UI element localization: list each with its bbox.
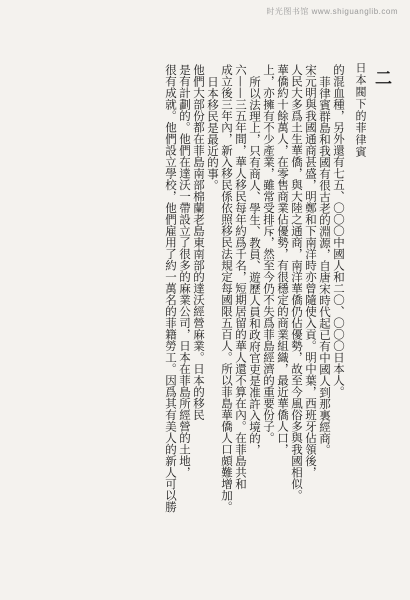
chapter-title: 日本閥下的菲律賓 [354, 62, 367, 158]
text-column: 成立後三年內，新入移民係依照移民法規定每國限五百人。所以菲島華僑人口頗難增加。 [220, 64, 234, 513]
text-column: 菲律賓群島和我國有很古老的淵源，自唐宋時代起已有中國人到那裏經商。 [318, 76, 332, 456]
text-column: 是有計劃的。他們在達沃一帶設立了很多的麻業公司，日本在菲島所經營的土地， [178, 64, 192, 478]
text-column: 六——三五年間，華人移民每年約爲千名，短期居留的華人還不算在內。在菲島共和 [234, 64, 248, 490]
text-column: 宋元明與我國通商甚盛，明鄭和下南洋時亦曾隨使入貢。明中葉，西班牙佔領後， [304, 64, 318, 478]
text-column: 所以法理上，只有商人、學生、教員、遊歷人員和政府官吏是准許入境的， [248, 76, 262, 456]
text-column: 上，亦擁有不少產業，雖常受排斥，然至今仍不失爲菲島經濟的重要份子。 [262, 64, 276, 444]
text-column: 的混血種，另外還有七五、〇〇〇中國人和二〇、〇〇〇日本人。 [332, 64, 346, 398]
text-column: 華僑約十餘萬人，在零售商業佔優勢，有很穩定的商業組織，最近華僑人口， [276, 64, 290, 455]
text-column: 他們大部份都在菲島南部棉蘭老島東南部的達沃經營麻業。日本的移民 [192, 64, 206, 421]
watermark: 时光图书馆 www.shiguanglib.com [266, 7, 398, 16]
page-number: 二 [375, 69, 392, 89]
text-column: 人民大多爲土生華僑，與大陸之通商，南洋華僑仍佔優勢，故至今風俗多與我國相似。 [290, 64, 304, 501]
text-column: 日本移民是最近的事。 [206, 76, 220, 191]
text-column: 很有成就。他們設立學校，他們雇用了約一萬名的菲籍勞工。因爲其有美人的新人可以勝 [164, 64, 178, 513]
body-text [16, 64, 346, 574]
